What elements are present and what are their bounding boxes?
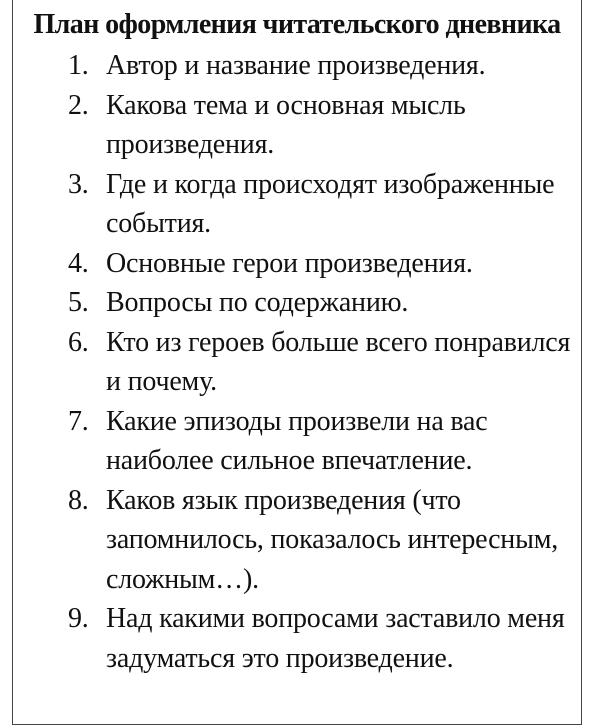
list-item-number: 8.	[68, 484, 89, 516]
list-item-text: Вопросы по содержанию.	[106, 287, 409, 318]
list-item	[13, 599, 581, 678]
document-page	[12, 0, 582, 725]
list-item	[13, 244, 581, 284]
list-item-number: 9.	[68, 603, 89, 634]
list-item	[13, 165, 581, 244]
list-item-text: Какова тема и основная мысль произведения.	[106, 89, 466, 160]
list-item-text: Каков язык произведения (что запомнилось, показалось интересным, сложным…).	[106, 484, 559, 595]
list-item	[13, 481, 581, 600]
list-item-text: Автор и название произведения.	[106, 50, 486, 81]
list-item-text: Какие эпизоды произвели на вас наиболее сильное впечатление.	[106, 405, 488, 476]
list-item-number: 2.	[68, 89, 89, 121]
list-item	[13, 402, 581, 481]
list-item-number: 6.	[68, 326, 89, 358]
list-item-text: Кто из героев больше всего понравился и почему.	[106, 326, 571, 397]
list-item	[13, 283, 581, 323]
list-item-number: 3.	[68, 168, 89, 200]
list-item-number: 5.	[68, 287, 89, 318]
list-item	[13, 46, 581, 86]
plan-list	[13, 46, 581, 678]
list-item-text: Основные герои произведения.	[106, 247, 473, 279]
list-item-number: 7.	[68, 405, 89, 437]
list-item	[13, 323, 581, 402]
list-item-number: 1.	[68, 50, 89, 81]
list-item	[13, 86, 581, 165]
list-item-text: Над какими вопросами заставило меня задуматься это произведение.	[106, 603, 565, 674]
list-item-text: Где и когда происходят изображенные события.	[106, 168, 555, 239]
list-item-number: 4.	[68, 247, 89, 279]
document-title: План оформления читательского дневника	[33, 9, 561, 40]
